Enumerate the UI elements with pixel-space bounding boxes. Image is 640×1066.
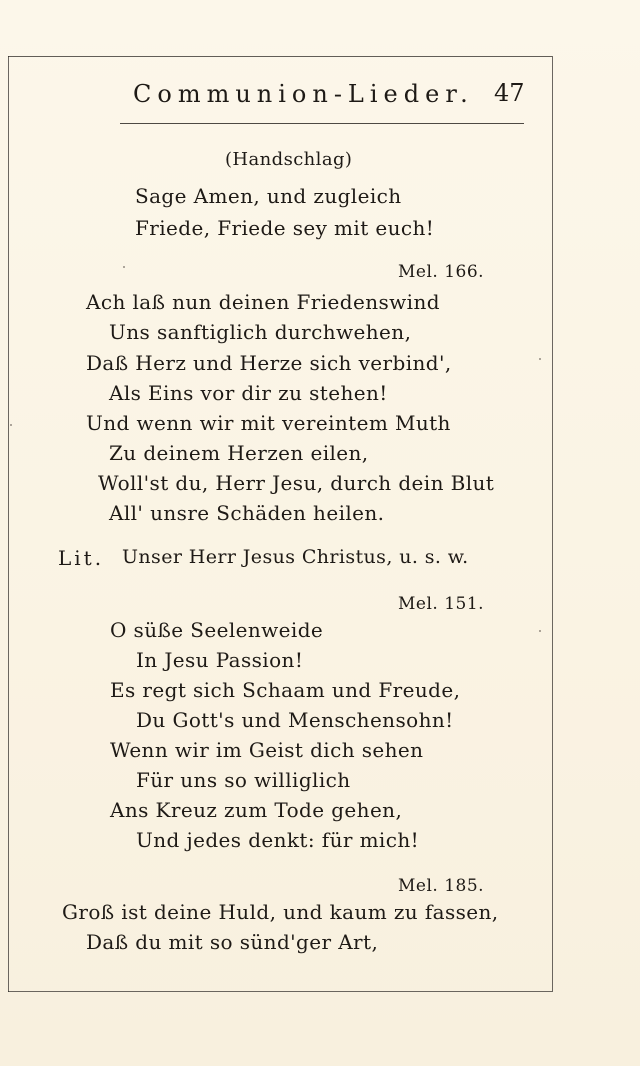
section-3-line-5: Wenn wir im Geist dich sehen xyxy=(110,738,424,762)
section-2-line-5: Und wenn wir mit vereintem Muth xyxy=(86,411,451,435)
section-3-line-1: O süße Seelenweide xyxy=(110,618,324,642)
section-2-line-7: Woll'st du, Herr Jesu, durch dein Blut xyxy=(98,471,495,495)
section-4-line-1: Groß ist deine Huld, und kaum zu fassen, xyxy=(62,900,499,924)
page-title: Communion-Lieder. xyxy=(133,80,474,108)
right-border xyxy=(552,56,553,992)
section-4-melody: Mel. 185. xyxy=(398,876,485,896)
page-spot xyxy=(539,358,541,360)
lit-text: Unser Herr Jesus Christus, u. s. w. xyxy=(122,546,469,568)
lit-label: Lit. xyxy=(58,546,105,570)
section-2-line-3: Daß Herz und Herze sich verbind', xyxy=(86,351,452,375)
section-3-line-3: Es regt sich Schaam und Freude, xyxy=(110,678,461,702)
section-2-melody: Mel. 166. xyxy=(398,262,485,282)
top-border xyxy=(8,56,552,57)
page-spot xyxy=(539,630,541,632)
section-1-subtitle: (Handschlag) xyxy=(225,149,353,170)
section-3-line-4: Du Gott's und Menschensohn! xyxy=(136,708,454,732)
section-3-line-6: Für uns so williglich xyxy=(136,768,351,792)
section-3-line-2: In Jesu Passion! xyxy=(136,648,304,672)
section-2-line-1: Ach laß nun deinen Friedenswind xyxy=(86,290,440,314)
page-spot xyxy=(123,266,125,268)
section-4-line-2: Daß du mit so sünd'ger Art, xyxy=(86,930,379,954)
section-2-line-4: Als Eins vor dir zu stehen! xyxy=(109,381,388,405)
bottom-border xyxy=(8,991,552,992)
page-number: 47 xyxy=(494,79,525,107)
page-spot xyxy=(10,424,12,426)
section-1-line-2: Friede, Friede sey mit euch! xyxy=(135,216,435,240)
section-2-line-2: Uns sanftiglich durchwehen, xyxy=(109,320,412,344)
section-3-melody: Mel. 151. xyxy=(398,594,485,614)
header-divider xyxy=(120,123,524,124)
section-3-line-8: Und jedes denkt: für mich! xyxy=(136,828,420,852)
section-2-line-6: Zu deinem Herzen eilen, xyxy=(109,441,369,465)
section-3-line-7: Ans Kreuz zum Tode gehen, xyxy=(110,798,403,822)
left-border xyxy=(8,56,9,992)
section-1-line-1: Sage Amen, und zugleich xyxy=(135,184,402,208)
section-2-line-8: All' unsre Schäden heilen. xyxy=(109,501,385,525)
